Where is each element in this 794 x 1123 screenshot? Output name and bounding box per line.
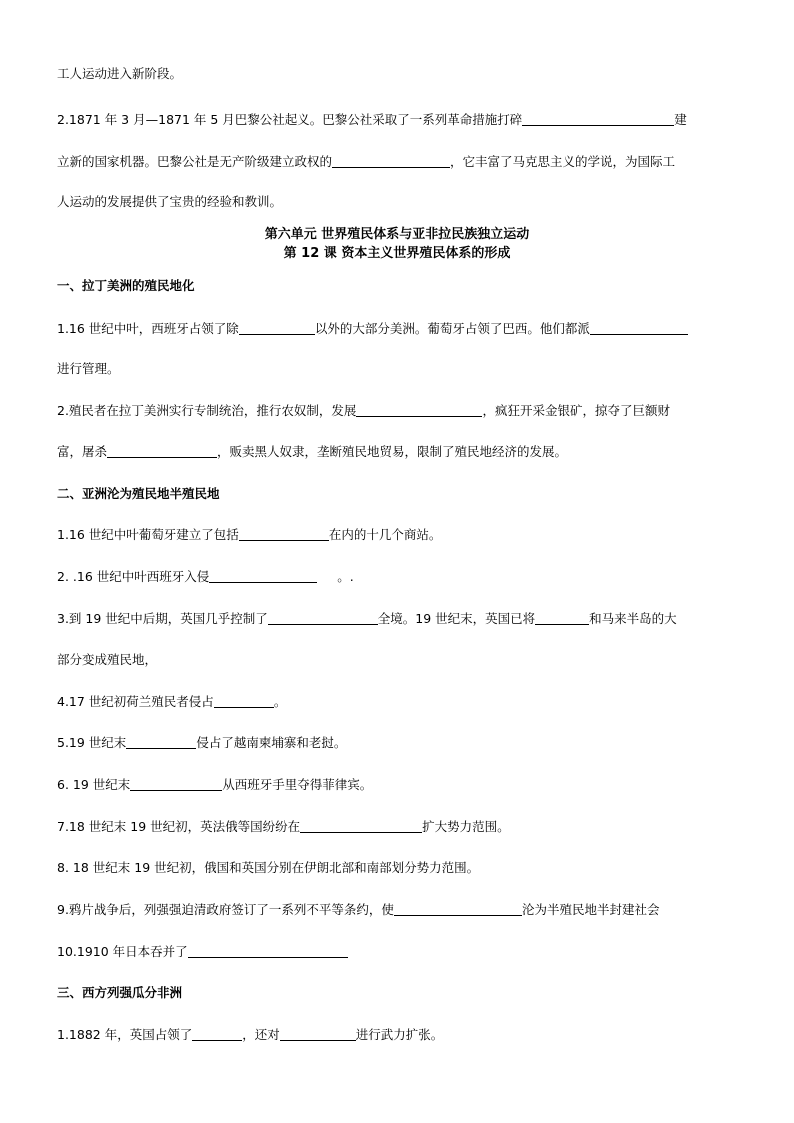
fill-blank[interactable] — [356, 403, 482, 417]
fill-blank[interactable] — [126, 735, 196, 749]
text: 建 — [674, 112, 687, 127]
fill-blank[interactable] — [239, 527, 329, 541]
text: 进行管理。 — [57, 361, 120, 376]
fill-blank[interactable] — [188, 944, 348, 958]
text: 1.16 世纪中叶葡萄牙建立了包括 — [57, 527, 239, 542]
text: 富，屠杀 — [57, 444, 108, 459]
text: 在内的十几个商站。 — [328, 527, 442, 542]
question-line — [57, 569, 354, 585]
section-heading: 三、西方列强瓜分非洲 — [57, 985, 183, 1000]
text: 以外的大部分美洲。葡萄牙占领了巴西。他们都派 — [314, 321, 590, 336]
fill-blank[interactable] — [300, 819, 422, 833]
text: 和马来半岛的大 — [589, 611, 677, 626]
text: 5.19 世纪末 — [57, 735, 127, 750]
question-line — [57, 652, 157, 668]
text: ，疯狂开采金银矿，掠夺了巨额财 — [482, 403, 670, 418]
fill-blank[interactable] — [280, 1027, 356, 1041]
question-line — [57, 611, 677, 627]
unit-title: 第六单元 世界殖民体系与亚非拉民族独立运动 — [264, 227, 530, 242]
fill-blank[interactable] — [130, 777, 222, 791]
text: ，它丰富了马克思主义的学说，为国际工 — [450, 154, 676, 169]
question-line — [57, 321, 688, 337]
question-line — [57, 735, 346, 751]
lesson-title: 第 12 课 资本主义世界殖民体系的形成 — [283, 246, 511, 261]
fill-blank[interactable] — [209, 569, 317, 583]
text: 9.鸦片战争后，列强强迫清政府签订了一系列不平等条约，使 — [57, 902, 394, 917]
text: 4.17 世纪初荷兰殖民者侵占 — [57, 694, 214, 709]
text: 。 — [273, 694, 287, 709]
fill-blank[interactable] — [332, 154, 450, 168]
text: 侵占了越南柬埔寨和老挝。 — [196, 735, 347, 750]
question-line — [57, 944, 348, 960]
fill-blank[interactable] — [268, 611, 378, 625]
text: 2.殖民者在拉丁美洲实行专制统治，推行农奴制，发展 — [57, 403, 357, 418]
fill-blank[interactable] — [535, 611, 589, 625]
question-line — [57, 361, 120, 377]
fill-blank[interactable] — [214, 694, 274, 708]
text: 全境。19 世纪末，英国已将 — [377, 611, 536, 626]
text: 8. 18 世纪末 19 世纪初，俄国和英国分别在伊朗北部和南部划分势力范围。 — [57, 860, 480, 875]
text: 工人运动进入新阶段。 — [57, 66, 183, 81]
text: 立新的国家机器。巴黎公社是无产阶级建立政权的 — [57, 154, 333, 169]
text: 3.到 19 世纪中后期，英国几乎控制了 — [57, 611, 268, 626]
text: 7.18 世纪末 19 世纪初，英法俄等国纷纷在 — [57, 819, 301, 834]
text: 1.1882 年，英国占领了 — [57, 1027, 193, 1042]
fill-blank[interactable] — [107, 444, 217, 458]
text: 6. 19 世纪末 — [57, 777, 131, 792]
fill-blank[interactable] — [394, 902, 522, 916]
text: ，还对 — [242, 1027, 280, 1042]
question-line — [57, 694, 286, 710]
paragraph-line — [57, 194, 282, 210]
text: 2.1871 年 3 月—1871 年 5 月巴黎公社起义。巴黎公社采取了一系列革命措施打碎 — [57, 112, 523, 127]
text: 10.1910 年日本吞并了 — [57, 944, 188, 959]
text: 人运动的发展提供了宝贵的经验和教训。 — [57, 194, 283, 209]
question-line — [57, 527, 441, 543]
fill-blank[interactable] — [590, 321, 688, 335]
paragraph-line — [57, 66, 182, 82]
text: 沦为半殖民地半封建社会 — [521, 902, 660, 917]
question-line — [57, 1027, 443, 1043]
question-line — [57, 777, 372, 793]
paragraph-line — [57, 154, 675, 170]
text: 从西班牙手里夺得菲律宾。 — [222, 777, 373, 792]
fill-blank[interactable] — [239, 321, 315, 335]
section-heading: 一、拉丁美洲的殖民地化 — [57, 278, 195, 293]
text: 2. .16 世纪中叶西班牙入侵 — [57, 569, 210, 584]
question-line — [57, 444, 567, 460]
fill-blank[interactable] — [522, 112, 674, 126]
text: 部分变成殖民地， — [57, 652, 158, 667]
text: 1.16 世纪中叶，西班牙占领了除 — [57, 321, 239, 336]
text: 。. — [337, 569, 354, 584]
fill-blank[interactable] — [192, 1027, 242, 1041]
question-line — [57, 819, 510, 835]
text: 扩大势力范围。 — [422, 819, 510, 834]
text: 进行武力扩张。 — [355, 1027, 444, 1042]
paragraph-line — [57, 112, 687, 128]
question-line — [57, 403, 670, 419]
question-line — [57, 860, 479, 876]
question-line — [57, 902, 659, 918]
section-heading: 二、亚洲沦为殖民地半殖民地 — [57, 486, 220, 501]
text: ，贩卖黑人奴隶，垄断殖民地贸易，限制了殖民地经济的发展。 — [217, 444, 568, 459]
